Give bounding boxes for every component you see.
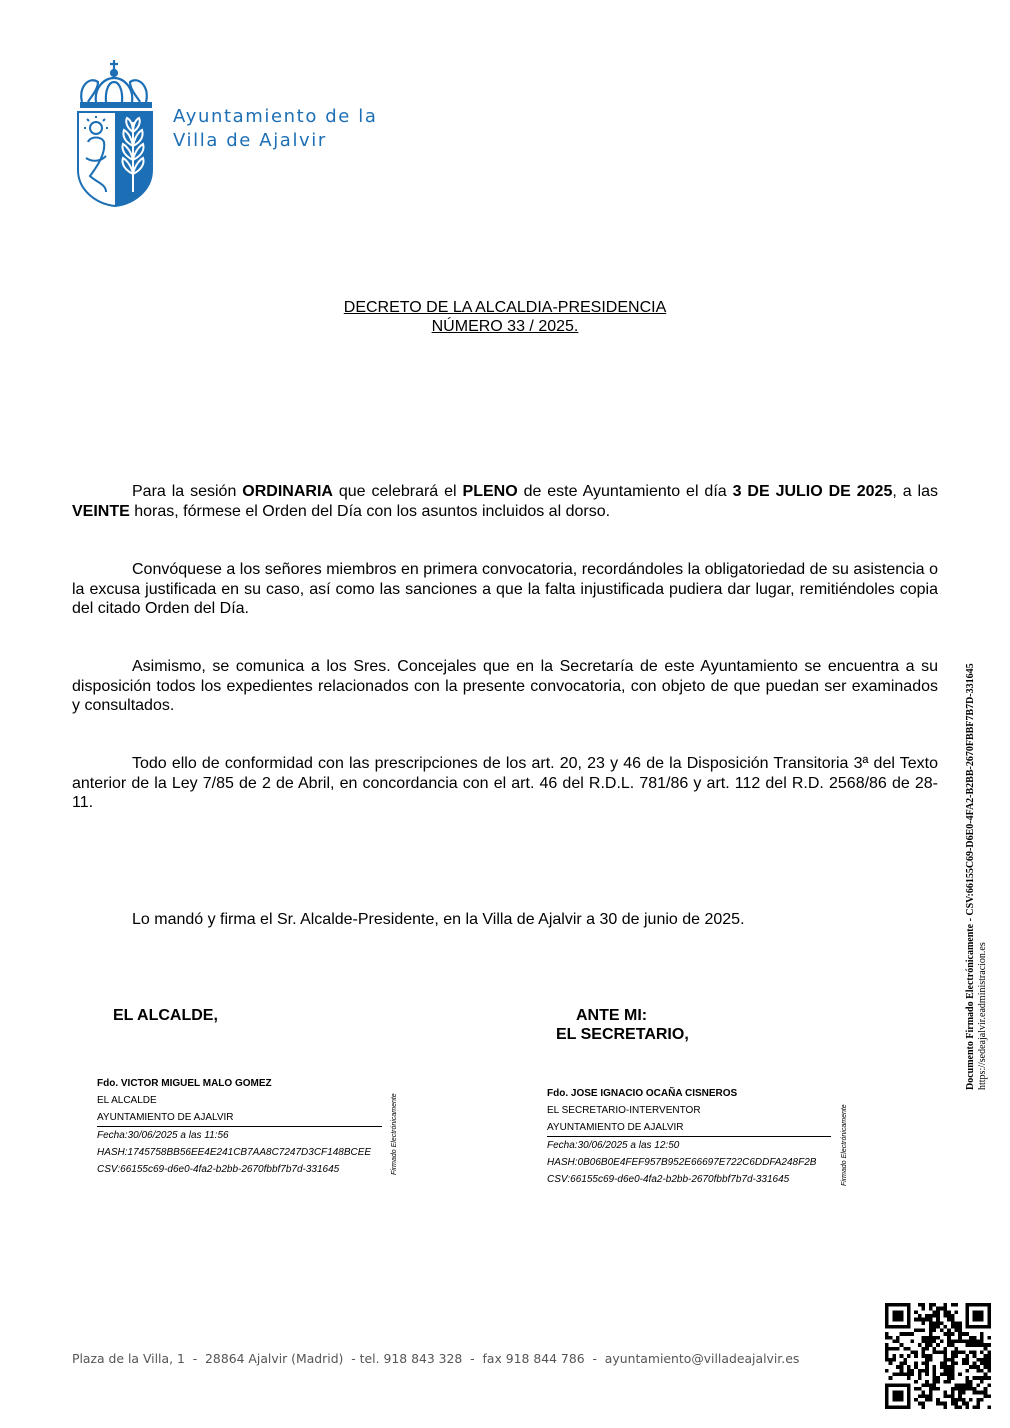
mayor-heading: EL ALCALDE, [113,1007,218,1024]
paragraph-session [72,482,938,521]
footer-address: Plaza de la Villa, 1 - 28864 Ajalvir (Madrid) - tel. 918 843 328 - fax 918 844 786 - ayuntamiento@villadeajalvir.es [72,1351,800,1366]
bold-session-type: ORDINARIA [242,483,333,500]
decree-number: NÚMERO 33 / 2025. [431,318,579,335]
side-csv-line: Documento Firmado Electrónicamente - CSV:66155C69-D6E0-4FA2-B2BB-2670FBBF7B7D-331645 [965,663,976,1090]
paragraph-files: Asimismo, se comunica a los Sres. Concejales que en la Secretaría de este Ayuntamiento se encuentra a su disposición todos los expedientes relacionados con la presente convocatoria, con objeto de que puedan ser examinados y consultados. [72,658,938,714]
signature-date: Fecha:30/06/2025 a las 12:50 [547,1140,680,1151]
secretary-signature-block [547,1085,831,1188]
mayor-stamp-label: Firmado Electrónicamente [391,1093,398,1175]
paragraph-convocation: Convóquese a los señores miembros en primera convocatoria, recordándoles la obligatoriedad de su asistencia o la excusa justificada en su caso, así como las sanciones a que la falta injustificada pudiera dar lugar, remitiéndoles copia del citado Orden del Día. [72,561,938,617]
signer-name: Fdo. VICTOR MIGUEL MALO GOMEZ [97,1078,272,1089]
signer-role: EL SECRETARIO-INTERVENTOR [547,1105,701,1116]
decree-title: DECRETO DE LA ALCALDIA-PRESIDENCIA [343,299,667,316]
signer-org: AYUNTAMIENTO DE AJALVIR [547,1119,831,1137]
signature-csv: CSV:66155c69-d6e0-4fa2-b2bb-2670fbbf7b7d-331645 [547,1174,790,1185]
side-verification-note [965,663,989,1090]
signer-name: Fdo. JOSE IGNACIO OCAÑA CISNEROS [547,1088,738,1099]
coat-of-arms-logo [76,58,156,208]
bold-hour: VEINTE [72,502,130,520]
secretary-heading: EL SECRETARIO, [556,1026,689,1043]
text: , a las [892,483,939,500]
mayor-signature-block [97,1075,382,1178]
signature-date: Fecha:30/06/2025 a las 11:56 [97,1130,229,1141]
text: que celebrará el [332,483,463,500]
secretary-stamp-label: Firmado Electrónicamente [841,1104,848,1186]
bold-body: PLENO [462,483,518,500]
paragraph-signed-by: Lo mandó y firma el Sr. Alcalde-Presidente, en la Villa de Ajalvir a 30 de junio de 2025. [132,911,745,928]
qr-code-icon[interactable] [885,1303,991,1409]
side-url-line[interactable]: https://sedeajalvir.eadministracion.es [977,942,988,1090]
signature-hash: HASH:1745758BB56EE4E241CB7AA8C7247D3CF148BCEE [97,1147,372,1158]
ante-mi-heading: ANTE MI: [576,1007,648,1024]
text: horas, fórmese el Orden del Día con los asuntos incluidos al dorso. [129,502,611,520]
signer-org: AYUNTAMIENTO DE AJALVIR [97,1109,382,1127]
signature-hash: HASH:0B06B0E4FEF957B952E66697E722C6DDFA248F2B [547,1157,817,1168]
signer-role: EL ALCALDE [97,1095,157,1106]
org-name-line2: Villa de Ajalvir [173,130,327,151]
text: de este Ayuntamiento el día [517,483,733,500]
bold-date: 3 DE JULIO DE 2025 [732,483,893,500]
text: Para la sesión [132,483,243,500]
signature-csv: CSV:66155c69-d6e0-4fa2-b2bb-2670fbbf7b7d-331645 [97,1164,340,1175]
org-name-line1: Ayuntamiento de la [173,106,378,127]
paragraph-legal-basis: Todo ello de conformidad con las prescripciones de los art. 20, 23 y 46 de la Disposición Transitoria 3ª del Texto anterior de la Ley 7/85 de 2 de Abril, en concordancia con el art. 46 del R.D.L. 781/86 y art. 112 del R.D. 2568/86 de 28-11. [72,755,938,811]
